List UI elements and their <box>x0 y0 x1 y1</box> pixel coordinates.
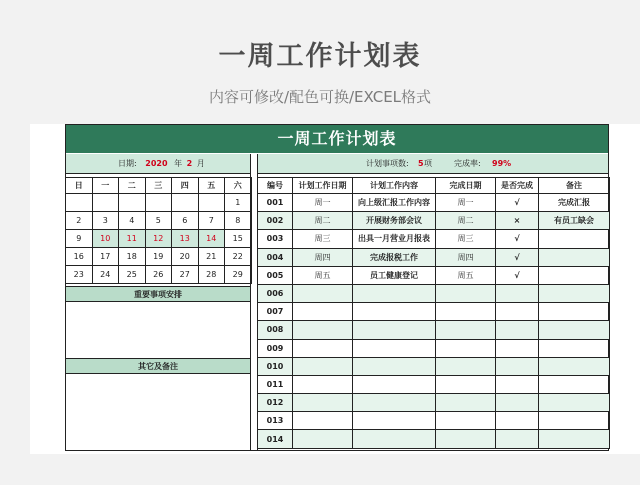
task-cell[interactable]: 周五 <box>436 266 496 284</box>
task-row <box>258 339 610 357</box>
completion-label: 完成率: <box>454 159 481 168</box>
task-cell[interactable]: 周四 <box>293 248 353 266</box>
calendar-day[interactable]: 10 <box>92 230 119 248</box>
task-cell[interactable] <box>293 412 353 430</box>
task-row <box>258 212 610 230</box>
task-cell[interactable] <box>353 284 436 302</box>
notes-header: 其它及备注 <box>66 358 250 374</box>
calendar-day[interactable]: 26 <box>145 266 172 284</box>
calendar-day[interactable]: 29 <box>225 266 252 284</box>
calendar-week-row <box>66 266 252 284</box>
calendar-day[interactable]: 18 <box>119 248 146 266</box>
sheet-title-banner: 一周工作计划表 <box>66 125 608 153</box>
task-cell[interactable] <box>539 284 610 302</box>
calendar-day[interactable]: 24 <box>92 266 119 284</box>
calendar-day[interactable]: 15 <box>225 230 252 248</box>
task-cell[interactable]: 向上级汇报工作内容 <box>353 194 436 212</box>
calendar-day[interactable]: 12 <box>145 230 172 248</box>
task-cell[interactable] <box>539 321 610 339</box>
calendar-day[interactable]: 14 <box>198 230 225 248</box>
task-cell[interactable]: 001 <box>258 194 293 212</box>
task-cell[interactable] <box>539 266 610 284</box>
date-label: 日期: <box>118 159 137 168</box>
task-cell[interactable]: 周三 <box>436 230 496 248</box>
task-cell[interactable] <box>353 357 436 375</box>
notes-area[interactable] <box>66 374 250 450</box>
calendar-day[interactable]: 6 <box>172 212 199 230</box>
task-cell[interactable]: 周二 <box>293 212 353 230</box>
date-info-bar <box>66 154 250 174</box>
task-cell[interactable] <box>496 357 539 375</box>
task-cell[interactable] <box>353 375 436 393</box>
task-row <box>258 357 610 375</box>
task-cell[interactable]: 周一 <box>436 194 496 212</box>
task-cell[interactable]: √ <box>496 248 539 266</box>
calendar-day[interactable]: 3 <box>92 212 119 230</box>
task-cell[interactable] <box>436 357 496 375</box>
calendar-day[interactable] <box>66 194 93 212</box>
task-cell[interactable]: 周二 <box>436 212 496 230</box>
task-cell[interactable] <box>293 339 353 357</box>
task-row <box>258 194 610 212</box>
task-cell[interactable]: 002 <box>258 212 293 230</box>
calendar-day[interactable]: 1 <box>225 194 252 212</box>
task-cell[interactable] <box>293 303 353 321</box>
task-cell[interactable]: 011 <box>258 375 293 393</box>
task-cell[interactable] <box>539 412 610 430</box>
page-subtitle: 内容可修改/配色可换/EXCEL格式 <box>208 88 432 106</box>
task-column-header: 是否完成 <box>496 178 539 194</box>
calendar-day[interactable]: 21 <box>198 248 225 266</box>
calendar-day[interactable]: 13 <box>172 230 199 248</box>
task-row <box>258 303 610 321</box>
task-cell[interactable] <box>353 339 436 357</box>
task-table <box>257 177 610 449</box>
calendar-day[interactable]: 4 <box>119 212 146 230</box>
task-cell[interactable] <box>539 394 610 412</box>
task-cell[interactable]: √ <box>496 230 539 248</box>
task-row <box>258 430 610 448</box>
task-cell[interactable]: 004 <box>258 248 293 266</box>
task-cell[interactable] <box>496 321 539 339</box>
task-cell[interactable]: √ <box>496 194 539 212</box>
page-title: 一周工作计划表 <box>218 41 422 72</box>
calendar-day[interactable]: 11 <box>119 230 146 248</box>
task-cell[interactable] <box>436 284 496 302</box>
task-row <box>258 284 610 302</box>
year-unit: 年 <box>174 159 183 168</box>
task-column-header: 编号 <box>258 178 293 194</box>
calendar-day[interactable]: 8 <box>225 212 252 230</box>
calendar-day[interactable]: 9 <box>66 230 93 248</box>
task-row <box>258 375 610 393</box>
task-cell[interactable]: 007 <box>258 303 293 321</box>
task-cell[interactable]: 出具一月营业月报表 <box>353 230 436 248</box>
calendar-weekday-row <box>66 178 252 194</box>
task-cell[interactable] <box>539 303 610 321</box>
task-cell[interactable]: 014 <box>258 430 293 448</box>
task-cell[interactable]: 010 <box>258 357 293 375</box>
task-cell[interactable] <box>436 412 496 430</box>
task-cell[interactable] <box>496 412 539 430</box>
task-cell[interactable] <box>353 303 436 321</box>
task-column-header: 备注 <box>539 178 610 194</box>
task-cell[interactable]: 周三 <box>293 230 353 248</box>
task-cell[interactable] <box>539 375 610 393</box>
task-cell[interactable] <box>496 284 539 302</box>
calendar-day[interactable]: 5 <box>145 212 172 230</box>
task-column-header: 完成日期 <box>436 178 496 194</box>
calendar-day[interactable]: 22 <box>225 248 252 266</box>
calendar-day[interactable]: 23 <box>66 266 93 284</box>
calendar-day[interactable]: 2 <box>66 212 93 230</box>
task-cell[interactable]: 完成报税工作 <box>353 248 436 266</box>
task-row <box>258 321 610 339</box>
calendar-week-row <box>66 212 252 230</box>
month-unit: 月 <box>196 159 205 168</box>
calendar-day[interactable]: 19 <box>145 248 172 266</box>
task-cell[interactable] <box>496 303 539 321</box>
task-cell[interactable] <box>496 375 539 393</box>
calendar-weekday: 二 <box>119 178 146 194</box>
important-items-area[interactable] <box>66 302 250 358</box>
calendar-day[interactable]: 7 <box>198 212 225 230</box>
calendar-day[interactable] <box>92 194 119 212</box>
task-cell[interactable]: 有员工缺会 <box>539 212 610 230</box>
task-cell[interactable]: 003 <box>258 230 293 248</box>
calendar-week-row <box>66 230 252 248</box>
task-cell[interactable] <box>436 321 496 339</box>
task-row <box>258 230 610 248</box>
task-cell[interactable] <box>353 321 436 339</box>
task-cell[interactable]: 员工健康登记 <box>353 266 436 284</box>
task-cell[interactable]: × <box>496 212 539 230</box>
summary-info-bar <box>258 154 608 174</box>
task-cell[interactable]: 013 <box>258 412 293 430</box>
task-cell[interactable] <box>293 375 353 393</box>
calendar-week-row <box>66 248 252 266</box>
calendar-week-row <box>66 194 252 212</box>
task-row <box>258 248 610 266</box>
task-row <box>258 266 610 284</box>
calendar-weekday: 六 <box>225 178 252 194</box>
calendar-day[interactable]: 28 <box>198 266 225 284</box>
task-cell[interactable]: 完成汇报 <box>539 194 610 212</box>
task-cell[interactable] <box>436 394 496 412</box>
task-cell[interactable]: 开展财务部会议 <box>353 212 436 230</box>
task-cell[interactable] <box>539 357 610 375</box>
task-cell[interactable] <box>293 430 353 448</box>
task-row <box>258 394 610 412</box>
task-cell[interactable] <box>436 375 496 393</box>
calendar-day[interactable]: 16 <box>66 248 93 266</box>
task-cell[interactable]: 周五 <box>293 266 353 284</box>
count-value[interactable]: 5 <box>418 159 424 168</box>
calendar-day[interactable] <box>119 194 146 212</box>
task-cell[interactable]: 周四 <box>436 248 496 266</box>
task-cell[interactable] <box>353 430 436 448</box>
task-cell[interactable] <box>539 248 610 266</box>
task-cell[interactable] <box>539 430 610 448</box>
task-cell[interactable]: √ <box>496 266 539 284</box>
year-value[interactable]: 2020 <box>145 159 168 168</box>
weekly-plan-sheet <box>65 124 609 451</box>
task-cell[interactable] <box>496 339 539 357</box>
calendar-weekday: 三 <box>145 178 172 194</box>
task-cell[interactable]: 008 <box>258 321 293 339</box>
task-cell[interactable]: 009 <box>258 339 293 357</box>
task-cell[interactable] <box>436 339 496 357</box>
calendar-day[interactable]: 17 <box>92 248 119 266</box>
task-cell[interactable] <box>353 394 436 412</box>
task-cell[interactable] <box>436 303 496 321</box>
task-cell[interactable]: 周一 <box>293 194 353 212</box>
calendar-day[interactable]: 20 <box>172 248 199 266</box>
task-row <box>258 412 610 430</box>
calendar-day[interactable] <box>145 194 172 212</box>
calendar-weekday: 日 <box>66 178 93 194</box>
task-cell[interactable] <box>539 230 610 248</box>
count-label: 计划事项数: <box>366 159 409 168</box>
task-cell[interactable] <box>293 321 353 339</box>
task-cell[interactable] <box>293 357 353 375</box>
task-cell[interactable] <box>539 339 610 357</box>
calendar-day[interactable] <box>172 194 199 212</box>
task-cell[interactable]: 005 <box>258 266 293 284</box>
completion-value[interactable]: 99% <box>492 159 512 168</box>
calendar-weekday: 四 <box>172 178 199 194</box>
month-calendar <box>65 177 252 284</box>
task-column-header: 计划工作日期 <box>293 178 353 194</box>
calendar-weekday: 五 <box>198 178 225 194</box>
task-column-header: 计划工作内容 <box>353 178 436 194</box>
month-value[interactable]: 2 <box>186 159 193 168</box>
calendar-weekday: 一 <box>92 178 119 194</box>
calendar-day[interactable] <box>198 194 225 212</box>
task-cell[interactable] <box>293 284 353 302</box>
calendar-day[interactable]: 25 <box>119 266 146 284</box>
task-cell[interactable] <box>496 394 539 412</box>
count-unit: 项 <box>424 159 432 168</box>
task-cell[interactable] <box>496 430 539 448</box>
task-cell[interactable] <box>353 412 436 430</box>
task-cell[interactable]: 012 <box>258 394 293 412</box>
task-cell[interactable] <box>293 394 353 412</box>
task-cell[interactable] <box>436 430 496 448</box>
calendar-day[interactable]: 27 <box>172 266 199 284</box>
important-items-header: 重要事项安排 <box>66 286 250 302</box>
task-cell[interactable]: 006 <box>258 284 293 302</box>
